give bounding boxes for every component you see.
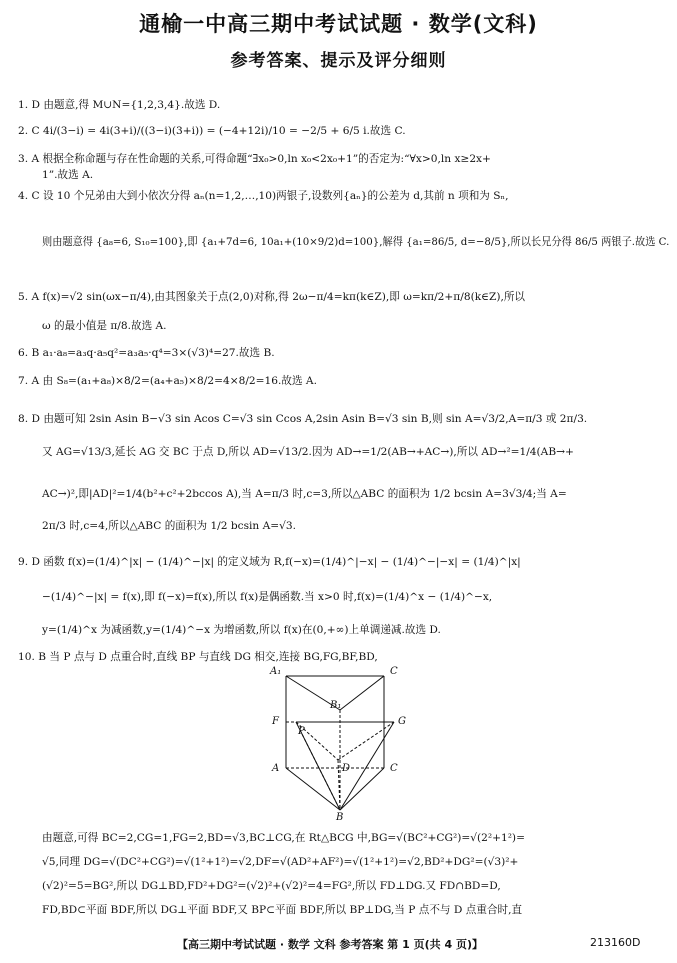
label-C: C [390,763,398,774]
answer-line: 2. C 4i/(3−i) = 4i(3+i)/((3−i)(3+i)) = (−4+12i)/10 = −2/5 + 6/5 i.故选 C. [18,125,406,137]
answer-line: 4. C 设 10 个兄弟由大到小依次分得 aₙ(n=1,2,…,10)两银子,设数列{aₙ}的公差为 d,其前 n 项和为 Sₙ, [18,190,509,202]
answer-line: y=(1/4)^x 为减函数,y=(1/4)^−x 为增函数,所以 f(x)在(0,+∞)上单调递减.故选 D. [42,624,441,636]
answer-line: 又 AG=√13/3,延长 AG 交 BC 于点 D,所以 AD=√13/2.因为 AD→=1/2(AB→+AC→),所以 AD→²=1/4(AB→+ [42,446,574,458]
label-B: B [336,812,344,823]
answer-line: 2π/3 时,c=4,所以△ABC 的面积为 1/2 bcsin A=√3. [42,520,296,532]
answer-line: ω 的最小值是 π/8.故选 A. [42,320,167,332]
label-P: P [298,726,305,737]
label-A1: A₁ [270,666,282,677]
footer-code: 213160D [590,936,641,949]
label-G: G [398,716,406,727]
answer-line: 9. D 函数 f(x)=(1/4)^|x| − (1/4)^−|x| 的定义域为 R,f(−x)=(1/4)^|−x| − (1/4)^−|−x| = (1/4)^|x| [18,556,521,568]
answer-line: FD,BD⊂平面 BDF,所以 DG⊥平面 BDF,又 BP⊂平面 BDF,所以 BP⊥DG,当 P 点不与 D 点重合时,直 [42,904,523,916]
answer-line: 3. A 根据全称命题与存在性命题的关系,可得命题“∃x₀>0,ln x₀<2x₀+1”的否定为:“∀x>0,ln x≥2x+ [18,153,491,165]
answer-line: 5. A f(x)=√2 sin(ωx−π/4),由其图象关于点(2,0)对称,得 2ω−π/4=kπ(k∈Z),即 ω=kπ/2+π/8(k∈Z),所以 [18,291,526,303]
answer-line: AC→)²,即|AD|²=1/4(b²+c²+2bccos A),当 A=π/3 时,c=3,所以△ABC 的面积为 1/2 bcsin A=3√3/4;当 A= [42,488,567,500]
label-F: F [272,716,279,727]
answer-line: 7. A 由 S₈=(a₁+a₈)×8/2=(a₄+a₅)×8/2=4×8/2=16.故选 A. [18,375,317,387]
answer-line: 10. B 当 P 点与 D 点重合时,直线 BP 与直线 DG 相交,连接 BG,FG,BF,BD, [18,651,378,663]
answer-line: 6. B a₁·a₈=a₃q·a₅q²=a₃a₅·q⁴=3×(√3)⁴=27.故选 B. [18,347,275,359]
prism-figure [262,660,412,823]
footer-info: 【高三期中考试试题 · 数学 文科 参考答案 第 1 页(共 4 页)】 [176,938,483,951]
answer-line: 则由题意得 {a₈=6, S₁₀=100},即 {a₁+7d=6, 10a₁+(10×9/2)d=100},解得 {a₁=86/5, d=−8/5},所以长兄分得 86/5 两银子.故选 C. [42,236,670,248]
page-title: 通榆一中高三期中考试试题 · 数学(文科) [139,12,538,36]
answer-line: 由题意,可得 BC=2,CG=1,FG=2,BD=√3,BC⊥CG,在 Rt△BCG 中,BG=√(BC²+CG²)=√(2²+1²)= [42,832,525,844]
answer-line: √5,同理 DG=√(DC²+CG²)=√(1²+1²)=√2,DF=√(AD²+AF²)=√(1²+1²)=√2,BD²+DG²=(√3)²+ [42,856,519,868]
page-subtitle: 参考答案、提示及评分细则 [230,51,447,71]
answer-line: −(1/4)^−|x| = f(x),即 f(−x)=f(x),所以 f(x)是偶函数.当 x>0 时,f(x)=(1/4)^x − (1/4)^−x, [42,591,493,603]
label-C1: C [390,666,398,677]
answer-line: 1”.故选 A. [42,169,94,181]
label-A: A [272,763,280,774]
label-B1: B₁ [330,700,342,711]
label-D: D [342,763,351,774]
answer-line: (√2)²=5=BG²,所以 DG⊥BD,FD²+DG²=(√2)²+(√2)²=4=FG²,所以 FD⊥DG.又 FD∩BD=D, [42,880,501,892]
answer-line: 1. D 由题意,得 M∪N={1,2,3,4}.故选 D. [18,99,221,111]
answer-line: 8. D 由题可知 2sin Asin B−√3 sin Acos C=√3 sin Ccos A,2sin Asin B=√3 sin B,则 sin A=√3/2,A=π/3 或 2π/3. [18,413,588,425]
